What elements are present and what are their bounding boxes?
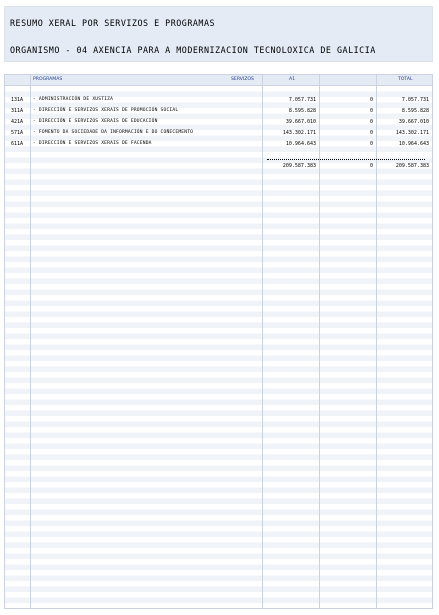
col-servizos: SERVIZOS [231, 77, 254, 82]
a1-value: 10.964.643 [285, 141, 316, 147]
column-value: 0 [369, 130, 373, 136]
table-row [5, 128, 432, 139]
column-divider [376, 75, 377, 608]
totals-row [5, 161, 432, 172]
program-description: - DIRECCIÓN E SERVIZOS XERAIS DE FACENDA [33, 141, 152, 146]
table-header [5, 75, 432, 86]
a1-value: 8.595.828 [288, 108, 316, 114]
table-row [5, 95, 432, 106]
column-total: 0 [369, 163, 373, 169]
table-row [5, 106, 432, 117]
table-row [5, 117, 432, 128]
grand-total: 209.587.383 [395, 163, 429, 169]
column-divider [262, 75, 263, 608]
summary-table [4, 74, 433, 609]
total-value: 143.302.171 [395, 130, 429, 136]
program-code: 311A [11, 108, 24, 114]
report-header [4, 6, 433, 62]
column-value: 0 [369, 141, 373, 147]
column-value: 0 [369, 97, 373, 103]
program-code: 131A [11, 97, 24, 103]
table-row [5, 139, 432, 150]
a1-value: 7.057.731 [288, 97, 316, 103]
program-description: - FOMENTO DA SOCIEDADE DA INFORMACIÓN E DO COÑECEMENTO [33, 130, 194, 135]
program-code: 571A [11, 130, 24, 136]
total-value: 7.057.731 [401, 97, 429, 103]
col-a1: A1 [289, 77, 296, 82]
a1-value: 39.667.010 [285, 119, 316, 125]
col-total: TOTAL [398, 77, 413, 82]
column-divider [319, 75, 320, 608]
a1-total: 209.587.383 [282, 163, 316, 169]
total-value: 8.595.828 [401, 108, 429, 114]
column-divider [30, 75, 31, 608]
column-value: 0 [369, 119, 373, 125]
column-value: 0 [369, 108, 373, 114]
total-value: 10.964.643 [398, 141, 429, 147]
total-separator [267, 159, 425, 160]
organismo-title: ORGANISMO - 04 AXENCIA PARA A MODERNIZACION TECNOLOXICA DE GALICIA [10, 45, 376, 55]
program-description: - DIRECCIÓN E SERVIZOS XERAIS DE PROMOCIÓN SOCIAL [33, 108, 179, 113]
program-code: 611A [11, 141, 24, 147]
a1-value: 143.302.171 [282, 130, 316, 136]
program-code: 421A [11, 119, 24, 125]
total-value: 39.667.010 [398, 119, 429, 125]
program-description: - ADMINISTRACIÓN DE XUSTIZA [33, 97, 114, 102]
report-title: RESUMO XERAL POR SERVIZOS E PROGRAMAS [10, 18, 216, 28]
program-description: - DIRECCIÓN E SERVIZOS XERAIS DE EDUCACIÓN [33, 119, 158, 124]
col-programas: PROGRAMAS [33, 77, 63, 82]
